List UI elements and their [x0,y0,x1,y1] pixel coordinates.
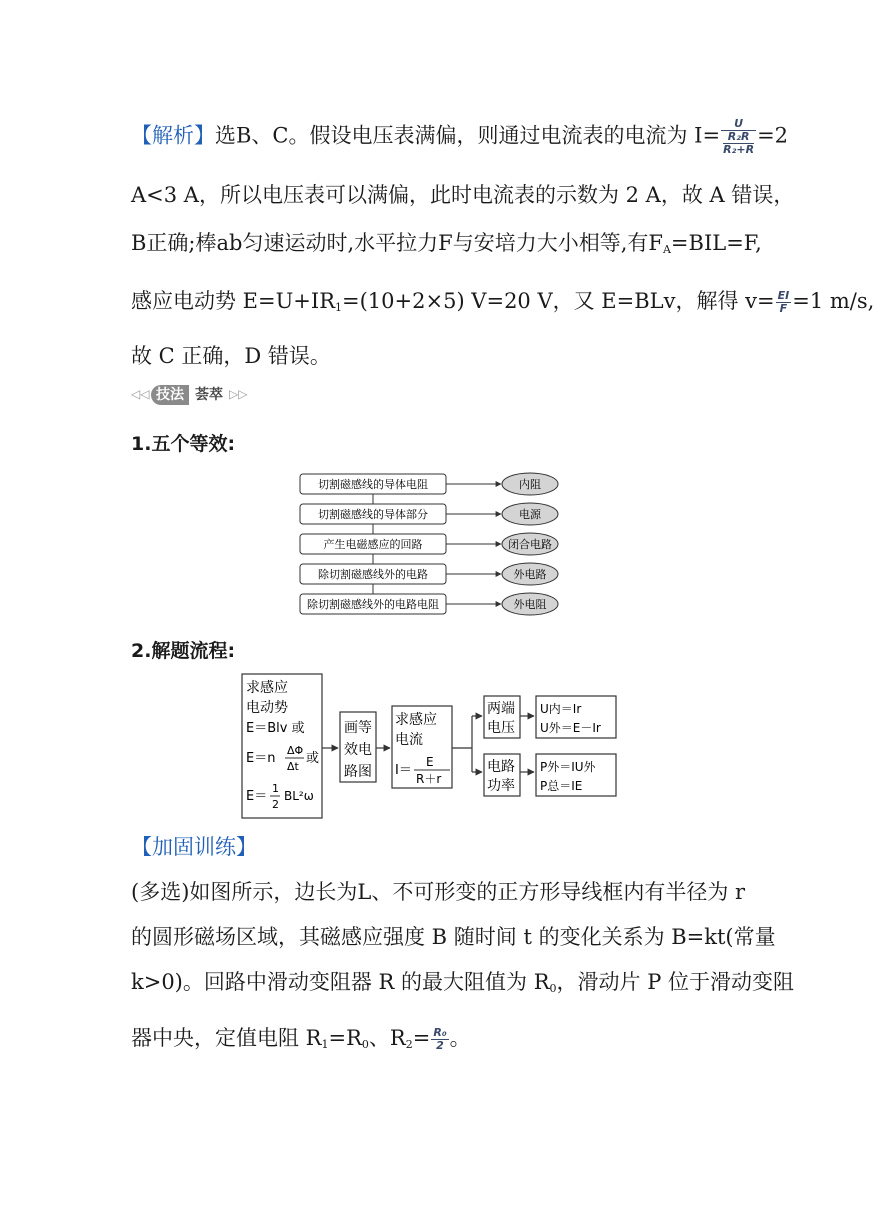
section1-title: 1.五个等效: [131,433,236,455]
analysis-line-1 [131,118,788,156]
equivalence-left-label: 除切割磁感线外的电路 [318,568,428,581]
analysis-line-2: A<3 A，所以电压表可以满偏，此时电流表的示数为 2 A，故 A 错误， [131,183,795,207]
equivalence-right-label: 电源 [519,508,541,521]
right-arrow-decoration: ▷▷ [229,387,248,401]
training-line-4: 器中央，定值电阻 $R_1=R_0$、$R_2=$ $\frac{\text{R₀}}{2}$ 。 [131,1026,471,1052]
analysis-line-3: B正确;棒ab匀速运动时,水平拉力F与安培力大小相等,有$F_A=BIL=F$, [131,231,762,256]
training-line-1: (多选)如图所示，边长为L、不可形变的正方形导线框内有半径为 r [131,880,746,904]
current-frac-num: E [426,755,434,769]
solution-flow-diagram [240,672,620,820]
voltage-label: 电压 [487,720,515,736]
equivalence-left-label: 除切割磁感线外的电路电阻 [307,598,439,611]
emf-line: 或 [306,751,320,766]
power-formula: P外＝IU外 [540,760,596,774]
analysis-line-5: 故 C 正确，D 错误。 [131,344,331,368]
fraction: $\frac{\text{R₀}}{2}$ [433,1026,447,1052]
training-line-2: 的圆形磁场区域，其磁感应强度 B 随时间 t 的变化关系为 B=kt(常量 [131,925,776,949]
equivalence-right-label: 内阻 [519,478,541,491]
voltage-formula: U内＝Ir [540,702,582,716]
emf-line: E＝n [246,751,276,766]
current-line: 电流 [395,732,423,748]
section2-title: 2.解题流程: [131,640,236,662]
emf-line: 电动势 [246,700,288,716]
voltage-label: 两端 [487,701,515,717]
emf-frac-num: 1 [272,782,279,795]
equivalence-diagram [298,470,563,618]
circuit-line: 效电 [344,742,372,758]
fraction: $\frac{EI}{F}$ [777,289,790,315]
current-line: I＝ [395,763,412,778]
equivalence-right-label: 外电路 [513,568,547,581]
analysis-line-4: 感应电动势 $E=U+IR_1=(10+2\times 5)$ V=20 V，又 E=BLv，解得 v= $\frac{EI}{F}$ =1 m/s, [131,289,874,315]
analysis-text: =2 [757,123,789,148]
power-formula: P总＝IE [540,779,583,793]
emf-line: E＝ [246,789,268,804]
left-arrow-decoration: ◁◁ [131,387,150,401]
circuit-line: 路图 [344,764,372,780]
voltage-formula: U外＝E－Ir [540,721,601,735]
fraction: U R₂R R₂+R [723,117,755,156]
badge-label-a: 技法 [151,385,189,405]
power-label: 电路 [487,759,515,775]
current-frac-den: R＋r [416,772,442,786]
emf-frac-num: ΔΦ [287,744,304,757]
circuit-line: 画等 [344,720,372,736]
emf-frac-den: 2 [272,798,279,811]
power-label: 功率 [487,778,515,794]
current-line: 求感应 [395,712,437,728]
training-line-3: k>0)。回路中滑动变阻器 R 的最大阻值为 $R_0$，滑动片 P 位于滑动变阻 [131,970,795,995]
equivalence-left-label: 产生电磁感应的回路 [323,538,423,551]
emf-line: BL²ω [284,789,314,803]
equivalence-right-label: 外电阻 [513,598,547,611]
badge-label-b: 荟萃 [195,387,223,403]
analysis-text: 选B、C。假设电压表满偏，则通过电流表的电流为 I= [215,123,721,148]
technique-badge [131,384,248,406]
emf-line: E＝Blv 或 [246,721,305,736]
emf-frac-den: Δt [287,760,299,773]
training-tag: 【加固训练】 [131,835,257,859]
analysis-tag: 【解析】 [131,123,215,148]
equivalence-left-label: 切割磁感线的导体电阻 [318,478,428,491]
equivalence-right-label: 闭合电路 [508,538,552,551]
emf-line: 求感应 [246,680,288,696]
equivalence-left-label: 切割磁感线的导体部分 [318,508,428,521]
